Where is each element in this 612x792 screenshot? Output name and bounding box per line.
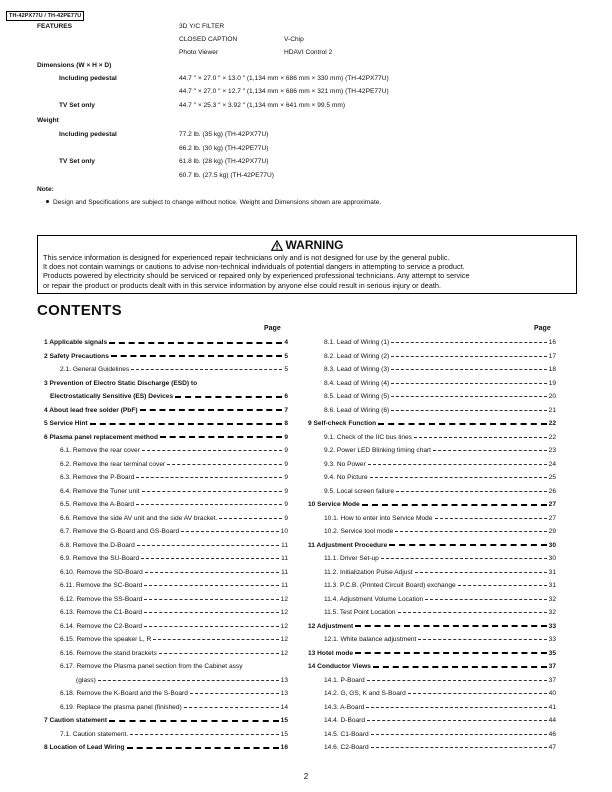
toc-entry[interactable] bbox=[324, 554, 556, 563]
toc-entry-page: 9 bbox=[284, 433, 288, 441]
toc-entry-page: 37 bbox=[548, 676, 556, 684]
toc-entry[interactable] bbox=[324, 743, 556, 752]
toc-entry-page: 9 bbox=[284, 487, 288, 495]
toc-entry[interactable] bbox=[60, 730, 288, 739]
toc-entry-title: 10.2. Service tool mode bbox=[324, 528, 394, 535]
toc-leader-line bbox=[131, 369, 282, 370]
feature-item: 3D Y/C FILTER bbox=[179, 23, 225, 30]
toc-entry-page: 20 bbox=[548, 393, 556, 400]
toc-entry-title: 11.4. Adjustment Volume Location bbox=[324, 595, 424, 603]
toc-entry-page: 6 bbox=[284, 393, 288, 400]
toc-leader-line bbox=[391, 342, 546, 343]
warning-box bbox=[37, 235, 577, 294]
toc-entry-page: 18 bbox=[548, 366, 556, 373]
toc-entry-title: 6.19. Replace the plasma panel (finished) bbox=[60, 703, 182, 711]
toc-entry-title: 11.2. Initialization Pulse Adjust bbox=[324, 568, 413, 576]
toc-leader-line bbox=[144, 585, 279, 586]
toc-entry[interactable] bbox=[44, 433, 288, 442]
toc-entry-title: 6.16. Remove the stand brackets bbox=[60, 649, 157, 657]
toc-leader-line bbox=[367, 680, 547, 681]
toc-entry-title: 14.4. D-Board bbox=[324, 717, 366, 724]
toc-leader-line bbox=[144, 626, 279, 627]
toc-entry-page: 13 bbox=[280, 690, 288, 697]
dimension-value: 44.7 ″ × 27.0 ″ × 13.0 ″ (1,134 mm × 686 mm × 330 mm) (TH-42PX77U) bbox=[179, 75, 389, 82]
toc-leader-line bbox=[144, 599, 278, 600]
toc-entry[interactable] bbox=[60, 487, 288, 496]
toc-entry-title: 6.4. Remove the Tuner unit bbox=[60, 487, 140, 495]
toc-entry-page: 9 bbox=[284, 460, 288, 468]
toc-leader-line bbox=[190, 693, 279, 694]
toc-entry-page: 4 bbox=[284, 339, 288, 346]
toc-entry[interactable] bbox=[44, 419, 288, 428]
toc-entry[interactable] bbox=[60, 527, 288, 536]
toc-entry-title: 9.3. No Power bbox=[324, 460, 366, 468]
toc-leader-line bbox=[368, 464, 547, 465]
toc-entry-title: 10 Service Mode bbox=[308, 501, 360, 508]
toc-entry[interactable] bbox=[60, 460, 288, 469]
toc-leader-line bbox=[366, 707, 546, 708]
toc-entry-title: 10.1. How to enter into Service Mode bbox=[324, 514, 433, 522]
toc-leader-line bbox=[425, 599, 546, 600]
toc-entry-page: 13 bbox=[280, 676, 288, 684]
toc-entry[interactable] bbox=[324, 568, 556, 577]
toc-leader-line bbox=[370, 477, 547, 478]
toc-entry-page: 32 bbox=[548, 609, 556, 616]
toc-entry-title: 6.11. Remove the SC-Board bbox=[60, 582, 143, 589]
toc-entry-page: 12 bbox=[280, 636, 288, 643]
toc-entry[interactable] bbox=[308, 662, 556, 671]
toc-leader-line bbox=[396, 491, 547, 492]
toc-entry-page: 27 bbox=[548, 514, 556, 522]
weight-value: 60.7 lb. (27.5 kg) (TH-42PE77U) bbox=[179, 172, 274, 179]
toc-entry-page: 11 bbox=[281, 582, 288, 589]
toc-leader-line bbox=[140, 409, 283, 411]
toc-leader-line bbox=[355, 625, 546, 627]
toc-leader-line bbox=[219, 518, 282, 519]
toc-entry-title: 8.3. Lead of Wiring (3) bbox=[324, 366, 390, 373]
toc-leader-line bbox=[145, 572, 279, 573]
toc-leader-line bbox=[395, 531, 546, 532]
toc-entry-page: 31 bbox=[548, 582, 556, 589]
toc-entry[interactable] bbox=[324, 716, 556, 725]
toc-entry-title: 9 Self-check Function bbox=[308, 420, 377, 427]
toc-leader-line bbox=[373, 666, 547, 668]
weight-tv-set-only-label: TV Set only bbox=[59, 158, 95, 165]
toc-entry[interactable] bbox=[324, 676, 556, 685]
page-number: 2 bbox=[303, 772, 309, 781]
weight-including-pedestal-label: Including pedestal bbox=[59, 131, 117, 138]
toc-entry-title: 6.8. Remove the D-Board bbox=[60, 541, 135, 549]
toc-entry-title: Electrostatically Sensitive (ES) Devices bbox=[50, 393, 174, 400]
toc-entry-title: 9.5. Local screen failure bbox=[324, 487, 395, 495]
toc-entry-title: 11.5. Test Point Location bbox=[324, 609, 396, 616]
toc-entry-page: 33 bbox=[548, 636, 556, 643]
toc-leader-line bbox=[111, 355, 282, 357]
weight-label: Weight bbox=[37, 117, 59, 124]
toc-entry-title: 14 Conductor Views bbox=[308, 663, 371, 670]
feature-item: HDAVI Control 2 bbox=[284, 49, 333, 56]
warning-triangle-icon bbox=[271, 240, 283, 251]
toc-entry-title: 5 Service Hint bbox=[44, 420, 88, 427]
toc-entry-title: 6.6. Remove the side AV unit and the side AV bracket. bbox=[60, 514, 218, 522]
toc-entry[interactable] bbox=[308, 541, 556, 550]
toc-entry[interactable] bbox=[76, 676, 288, 685]
toc-entry[interactable] bbox=[308, 622, 556, 631]
toc-entry-title: 8.2. Lead of Wiring (2) bbox=[324, 352, 390, 360]
toc-entry-title: 6.10. Remove the SD-Board bbox=[60, 568, 143, 576]
toc-entry[interactable] bbox=[324, 406, 556, 415]
features-label: FEATURES bbox=[37, 23, 73, 30]
toc-leader-line bbox=[167, 464, 282, 465]
toc-entry-page: 22 bbox=[548, 420, 556, 427]
toc-entry-page: 5 bbox=[284, 352, 288, 360]
toc-entry[interactable] bbox=[324, 446, 556, 455]
warning-line: or repair the product or products dealt with in this service information by anyone else could result in serious injury or death. bbox=[43, 280, 441, 290]
toc-entry-title: 2.1. General Guidelines bbox=[60, 366, 130, 373]
toc-entry[interactable] bbox=[324, 379, 556, 388]
toc-leader-line bbox=[435, 518, 547, 519]
toc-entry-page: 12 bbox=[280, 595, 288, 603]
toc-entry-title: 7 Caution statement bbox=[44, 717, 108, 724]
toc-leader-line bbox=[90, 423, 283, 425]
toc-entry-page: 31 bbox=[548, 568, 556, 576]
toc-entry[interactable] bbox=[60, 568, 288, 577]
feature-item: Photo Viewer bbox=[179, 49, 219, 56]
toc-leader-line bbox=[391, 369, 546, 370]
toc-leader-line bbox=[136, 504, 282, 505]
toc-entry-page: 7 bbox=[284, 406, 288, 414]
toc-entry-page: 40 bbox=[548, 690, 556, 697]
toc-leader-line bbox=[181, 531, 279, 532]
toc-entry-title: 7.1. Caution statement. bbox=[60, 730, 129, 738]
toc-entry[interactable] bbox=[60, 365, 288, 374]
note-label: Note: bbox=[37, 186, 54, 193]
toc-entry-page: 12 bbox=[280, 609, 288, 616]
toc-entry-page: 23 bbox=[548, 447, 556, 454]
toc-entry[interactable] bbox=[324, 689, 556, 698]
toc-entry-title: 8.6. Lead of Wiring (6) bbox=[324, 406, 390, 414]
toc-entry-title: 11 Adjustment Procedure bbox=[308, 541, 388, 549]
toc-entry[interactable] bbox=[60, 446, 288, 455]
toc-entry[interactable] bbox=[60, 622, 288, 631]
toc-entry-page: 9 bbox=[284, 474, 288, 481]
toc-entry[interactable] bbox=[324, 595, 556, 604]
toc-entry-page: 30 bbox=[548, 541, 556, 549]
toc-entry-title: 3 Prevention of Electro Static Discharge (ESD) to bbox=[44, 379, 198, 387]
toc-leader-line bbox=[159, 653, 279, 654]
toc-entry[interactable] bbox=[308, 419, 556, 428]
toc-leader-line bbox=[137, 545, 279, 546]
weight-value: 61.8 lb. (28 kg) (TH-42PX77U) bbox=[179, 158, 269, 165]
toc-entry[interactable] bbox=[324, 581, 556, 590]
toc-entry-title: 6.12. Remove the SS-Board bbox=[60, 595, 143, 603]
toc-entry[interactable] bbox=[60, 554, 288, 563]
warning-text bbox=[43, 253, 572, 290]
toc-entry[interactable] bbox=[60, 635, 288, 644]
toc-leader-line bbox=[160, 436, 282, 438]
tv-set-only-label: TV Set only bbox=[59, 102, 95, 109]
toc-entry[interactable] bbox=[324, 730, 556, 739]
toc-entry-title: 13 Hotel mode bbox=[308, 649, 354, 657]
toc-leader-line bbox=[398, 612, 547, 613]
toc-leader-line bbox=[389, 544, 546, 546]
toc-entry-page: 11 bbox=[281, 541, 288, 549]
toc-entry-title: 6.3. Remove the P-Board bbox=[60, 474, 135, 481]
toc-leader-line bbox=[362, 504, 547, 506]
toc-entry-page: 8 bbox=[284, 420, 288, 427]
toc-entry-title: 12.1. White balance adjustment bbox=[324, 636, 417, 643]
bullet-icon bbox=[46, 200, 49, 203]
dimensions-label: Dimensions (W × H × D) bbox=[37, 62, 112, 69]
feature-item: CLOSED CAPTION bbox=[179, 36, 238, 43]
toc-entry[interactable] bbox=[324, 352, 556, 361]
toc-entry[interactable] bbox=[44, 716, 288, 725]
including-pedestal-label: Including pedestal bbox=[59, 75, 117, 82]
toc-entry[interactable] bbox=[60, 581, 288, 590]
toc-leader-line bbox=[109, 720, 279, 722]
toc-entry-title: 9.2. Power LED Blinking timing chart bbox=[324, 447, 432, 454]
toc-entry[interactable] bbox=[60, 649, 288, 658]
toc-entry[interactable] bbox=[60, 608, 288, 617]
toc-entry-title: 6.15. Remove the speaker L, R bbox=[60, 636, 152, 643]
toc-entry-page: 12 bbox=[280, 622, 288, 630]
toc-entry-title: 14.1. P-Board bbox=[324, 676, 365, 684]
toc-entry-title: 9.4. No Picture bbox=[324, 474, 368, 481]
toc-entry-page: 19 bbox=[548, 379, 556, 387]
toc-leader-line bbox=[153, 639, 278, 640]
toc-entry-page: 5 bbox=[284, 366, 288, 373]
toc-entry-page: 37 bbox=[548, 663, 556, 670]
toc-entry-page: 22 bbox=[548, 433, 556, 441]
toc-entry-title: 11.1. Driver Set-up bbox=[324, 555, 379, 562]
toc-entry[interactable] bbox=[44, 743, 288, 752]
toc-entry-title: 8.1. Lead of Wiring (1) bbox=[324, 339, 390, 346]
toc-entry[interactable] bbox=[60, 514, 288, 523]
toc-entry-title: 14.6. C2-Board bbox=[324, 744, 369, 751]
toc-entry[interactable] bbox=[60, 473, 288, 482]
toc-entry-page: 11 bbox=[281, 568, 288, 576]
toc-entry-title: 6.7. Remove the G-Board and GS-Board bbox=[60, 528, 180, 535]
toc-entry-title: 11.3. P.C.B. (Printed Circuit Board) exchange bbox=[324, 582, 456, 589]
toc-leader-line bbox=[355, 652, 547, 654]
toc-entry-page: 21 bbox=[548, 406, 556, 414]
toc-entry-page: 35 bbox=[548, 649, 556, 657]
toc-leader-line bbox=[130, 734, 278, 735]
toc-entry[interactable] bbox=[324, 433, 556, 442]
toc-entry-page: 11 bbox=[281, 555, 288, 562]
toc-entry[interactable] bbox=[60, 662, 288, 671]
toc-leader-line bbox=[381, 558, 547, 559]
toc-leader-line bbox=[367, 720, 547, 721]
toc-entry[interactable] bbox=[324, 392, 556, 401]
toc-entry[interactable] bbox=[324, 514, 556, 523]
toc-leader-line bbox=[136, 477, 282, 478]
toc-entry-page: 16 bbox=[280, 744, 288, 751]
page-column-label-left: Page bbox=[264, 325, 281, 332]
toc-entry-title: 4 About lead free solder (PbF) bbox=[44, 406, 138, 414]
toc-entry-page: 46 bbox=[548, 730, 556, 738]
toc-entry[interactable] bbox=[308, 500, 556, 509]
toc-entry-title: 6.9. Remove the SU-Board bbox=[60, 555, 140, 562]
toc-entry[interactable] bbox=[324, 365, 556, 374]
toc-entry-page: 27 bbox=[548, 501, 556, 508]
toc-entry[interactable] bbox=[308, 649, 556, 658]
toc-entry-page: 32 bbox=[548, 595, 556, 603]
toc-entry-title: 6.14. Remove the C2-Board bbox=[60, 622, 143, 630]
toc-leader-line bbox=[418, 639, 546, 640]
toc-entry-title: 8.4. Lead of Wiring (4) bbox=[324, 379, 390, 387]
toc-entry[interactable] bbox=[324, 703, 556, 712]
toc-leader-line bbox=[458, 585, 547, 586]
toc-entry-page: 15 bbox=[280, 717, 288, 724]
toc-leader-line bbox=[391, 410, 546, 411]
toc-entry[interactable] bbox=[44, 379, 288, 388]
toc-entry[interactable] bbox=[50, 392, 288, 401]
toc-entry-page: 17 bbox=[548, 352, 556, 360]
toc-entry-title: 8 Location of Lead Wiring bbox=[44, 744, 125, 751]
warning-title-row bbox=[38, 239, 576, 252]
toc-leader-line bbox=[391, 356, 546, 357]
toc-entry-title: 2 Safety Precautions bbox=[44, 352, 109, 360]
toc-entry-title: 6.2. Remove the rear terminal cover bbox=[60, 460, 166, 468]
toc-leader-line bbox=[433, 450, 547, 451]
toc-entry-page: 14 bbox=[280, 703, 288, 711]
toc-entry-page: 24 bbox=[548, 460, 556, 468]
warning-title: WARNING bbox=[285, 238, 344, 252]
feature-item: V-Chip bbox=[284, 36, 304, 43]
toc-entry[interactable] bbox=[60, 595, 288, 604]
toc-leader-line bbox=[378, 423, 547, 425]
toc-entry[interactable] bbox=[324, 527, 556, 536]
toc-leader-line bbox=[109, 342, 282, 344]
toc-leader-line bbox=[391, 383, 546, 384]
toc-entry-page: 41 bbox=[548, 703, 556, 711]
toc-entry-title: 1 Applicable signals bbox=[44, 339, 108, 346]
note-text-row bbox=[46, 199, 381, 207]
toc-entry[interactable] bbox=[60, 541, 288, 550]
toc-entry-page: 15 bbox=[280, 730, 288, 738]
toc-entry-title: 6 Plasma panel replacement method bbox=[44, 433, 158, 441]
toc-entry[interactable] bbox=[44, 352, 288, 361]
toc-entry[interactable] bbox=[60, 500, 288, 509]
toc-entry-page: 16 bbox=[548, 339, 556, 346]
toc-entry-title: (glass) bbox=[76, 676, 96, 684]
toc-leader-line bbox=[371, 747, 547, 748]
toc-leader-line bbox=[415, 572, 547, 573]
toc-entry-page: 33 bbox=[548, 622, 556, 630]
toc-entry-title: 6.1. Remove the rear cover bbox=[60, 447, 140, 454]
toc-leader-line bbox=[414, 437, 547, 438]
toc-entry[interactable] bbox=[60, 689, 288, 698]
contents-title: CONTENTS bbox=[37, 302, 122, 319]
warning-line: It does not contain warnings or cautions to advise non-technical individuals of potential dangers in attempting to service a product. bbox=[43, 262, 465, 272]
toc-entry[interactable] bbox=[324, 460, 556, 469]
toc-entry[interactable] bbox=[44, 338, 288, 347]
page-column-label-right: Page bbox=[534, 325, 551, 332]
toc-leader-line bbox=[408, 693, 547, 694]
toc-leader-line bbox=[391, 396, 546, 397]
toc-entry[interactable] bbox=[324, 487, 556, 496]
model-tag: TH-42PX77U / TH-42PE77U bbox=[6, 11, 84, 21]
toc-leader-line bbox=[144, 612, 279, 613]
toc-entry[interactable] bbox=[60, 703, 288, 712]
toc-entry-title: 6.13. Remove the C1-Board bbox=[60, 609, 143, 616]
toc-leader-line bbox=[98, 680, 279, 681]
toc-leader-line bbox=[142, 450, 282, 451]
dimension-value: 44.7 ″ × 25.3 ″ × 3.92 ″ (1,134 mm × 641 mm × 99.5 mm) bbox=[179, 102, 346, 109]
toc-entry[interactable] bbox=[324, 635, 556, 644]
toc-leader-line bbox=[142, 491, 283, 492]
toc-entry-page: 10 bbox=[280, 528, 288, 535]
toc-leader-line bbox=[175, 396, 282, 398]
toc-entry[interactable] bbox=[324, 338, 556, 347]
toc-entry-page: 9 bbox=[284, 447, 288, 454]
toc-entry-title: 12 Adjustment bbox=[308, 622, 354, 630]
dimension-value: 44.7 ″ × 27.0 ″ × 12.7 ″ (1,134 mm × 686 mm × 321 mm) (TH-42PE77U) bbox=[179, 88, 389, 95]
toc-entry-page: 29 bbox=[548, 528, 556, 535]
weight-value: 77.2 lb. (35 kg) (TH-42PX77U) bbox=[179, 131, 269, 138]
toc-entry-title: 14.3. A-Board bbox=[324, 703, 365, 711]
toc-leader-line bbox=[127, 747, 279, 749]
warning-line: This service information is designed for experienced repair technicians only and is not designed for use by the general public. bbox=[43, 253, 450, 262]
toc-leader-line bbox=[141, 558, 279, 559]
toc-entry-title: 6.18. Remove the K-Board and the S-Board bbox=[60, 690, 188, 697]
toc-entry-page: 47 bbox=[548, 744, 556, 751]
toc-entry-title: 6.5. Remove the A-Board bbox=[60, 501, 135, 508]
toc-entry-page: 30 bbox=[548, 555, 556, 562]
toc-entry-page: 12 bbox=[280, 649, 288, 657]
toc-entry[interactable] bbox=[324, 608, 556, 617]
toc-entry[interactable] bbox=[44, 406, 288, 415]
toc-entry[interactable] bbox=[324, 473, 556, 482]
toc-entry-page: 25 bbox=[548, 474, 556, 481]
toc-entry-title: 14.2. G, GS, K and S-Board bbox=[324, 690, 406, 697]
weight-value: 66.2 lb. (30 kg) (TH-42PE77U) bbox=[179, 145, 269, 152]
toc-entry-page: 9 bbox=[284, 514, 288, 522]
toc-entry-page: 26 bbox=[548, 487, 556, 495]
toc-entry-title: 14.5. C1-Board bbox=[324, 730, 369, 738]
toc-entry-title: 6.17. Remove the Plasma panel section from the Cabinet assy bbox=[60, 663, 243, 670]
warning-line: Products powered by electricity should be serviced or repaired only by experienced professional technicians. Any attempt to service bbox=[43, 271, 470, 281]
toc-entry-page: 9 bbox=[284, 501, 288, 508]
toc-entry-page: 44 bbox=[548, 717, 556, 724]
toc-entry-title: 9.1. Check of the IIC bus lines bbox=[324, 433, 412, 441]
toc-entry-title: 8.5. Lead of Wiring (5) bbox=[324, 393, 390, 400]
note-text: Design and Specifications are subject to change without notice. Weight and Dimensions shown are approximate. bbox=[53, 199, 382, 206]
toc-leader-line bbox=[371, 734, 547, 735]
toc-leader-line bbox=[184, 707, 279, 708]
